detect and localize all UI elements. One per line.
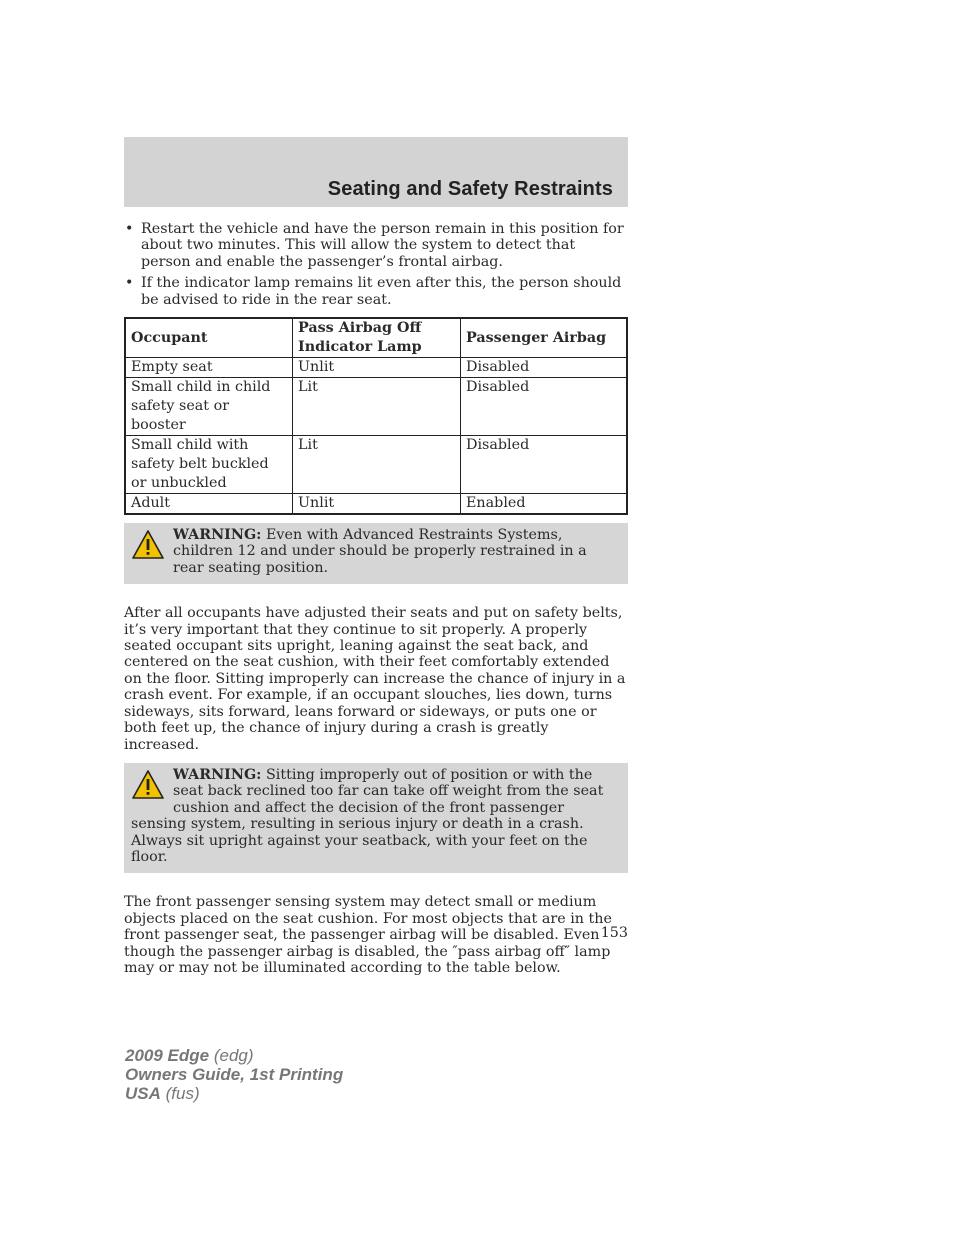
page-content [124, 221, 628, 976]
bullet-icon: • [125, 275, 134, 292]
table-header-cell: Passenger Airbag [461, 318, 628, 358]
table-cell: Disabled [461, 378, 628, 436]
table-cell: Disabled [461, 436, 628, 494]
warning-triangle-icon [131, 529, 165, 561]
warning-instruction: Always sit upright against your seatback, with your feet on the floor. [131, 832, 588, 865]
table-cell: Small child in child safety seat or booster [125, 378, 293, 436]
table-row [125, 494, 627, 515]
table-cell: Empty seat [125, 358, 293, 378]
table-cell: Enabled [461, 494, 628, 515]
list-item: • Restart the vehicle and have the person remain in this position for about two minutes. This will allow the system to detect that person and enable the passenger’s frontal airbag. [125, 221, 624, 270]
paragraph: The front passenger sensing system may detect small or medium objects placed on the seat cushion. For most objects that are in the front passenger seat, the passenger airbag will be disabled. Even though the passenger airbag is disabled, the ″pass airbag off″ lamp may or may not be illuminated according to the table below. [124, 894, 612, 976]
table-header-row [125, 318, 627, 358]
warning-box [124, 763, 628, 873]
warning-triangle-icon [131, 769, 165, 801]
section-title: Seating and Safety Restraints [327, 178, 613, 200]
warning-text: Even with Advanced Restraints Systems, children 12 and under should be properly restrained in a rear seating position. [173, 527, 587, 576]
bullet-list [124, 221, 628, 308]
table-header-cell: Pass Airbag Off Indicator Lamp [293, 318, 461, 358]
document-footer [125, 1046, 343, 1103]
table-cell: Adult [125, 494, 293, 515]
page-number: 153 [600, 925, 628, 941]
footer-line: USA (fus) [125, 1084, 200, 1103]
warning-label: WARNING: [173, 527, 262, 544]
footer-line: 2009 Edge (edg) [125, 1046, 254, 1065]
table-cell: Lit [293, 378, 461, 436]
warning-box [124, 523, 628, 584]
warning-text: Sitting improperly out of position or with the seat back reclined too far can take off weight from the seat cushion and affect the decision of the front passenger sensing system, resulting in serious injury or death in a crash. [131, 766, 604, 833]
occupant-table [124, 317, 628, 515]
paragraph: After all occupants have adjusted their seats and put on safety belts, it’s very important that they continue to sit properly. A properly seated occupant sits upright, leaning against the seat back, and centered on the seat cushion, with their feet comfortably extended on the floor. Sitting improperly can increase the chance of injury in a crash event. For example, if an occupant slouches, lies down, turns sideways, sits forward, leans forward or sideways, or puts one or both feet up, the chance of injury during a crash is greatly increased. [124, 605, 626, 753]
table-cell: Disabled [461, 358, 628, 378]
table-row [125, 358, 627, 378]
table-header-cell: Occupant [125, 318, 293, 358]
table-row [125, 378, 627, 436]
table-cell: Unlit [293, 358, 461, 378]
footer-line: Owners Guide, 1st Printing [125, 1065, 344, 1084]
table-cell: Unlit [293, 494, 461, 515]
list-item: • If the indicator lamp remains lit even after this, the person should be advised to ride in the rear seat. [125, 275, 622, 308]
table-cell: Small child with safety belt buckled or unbuckled [125, 436, 293, 494]
table-row [125, 436, 627, 494]
warning-label: WARNING: [173, 766, 262, 783]
bullet-icon: • [125, 221, 134, 237]
table-cell: Lit [293, 436, 461, 494]
section-header [124, 137, 628, 207]
